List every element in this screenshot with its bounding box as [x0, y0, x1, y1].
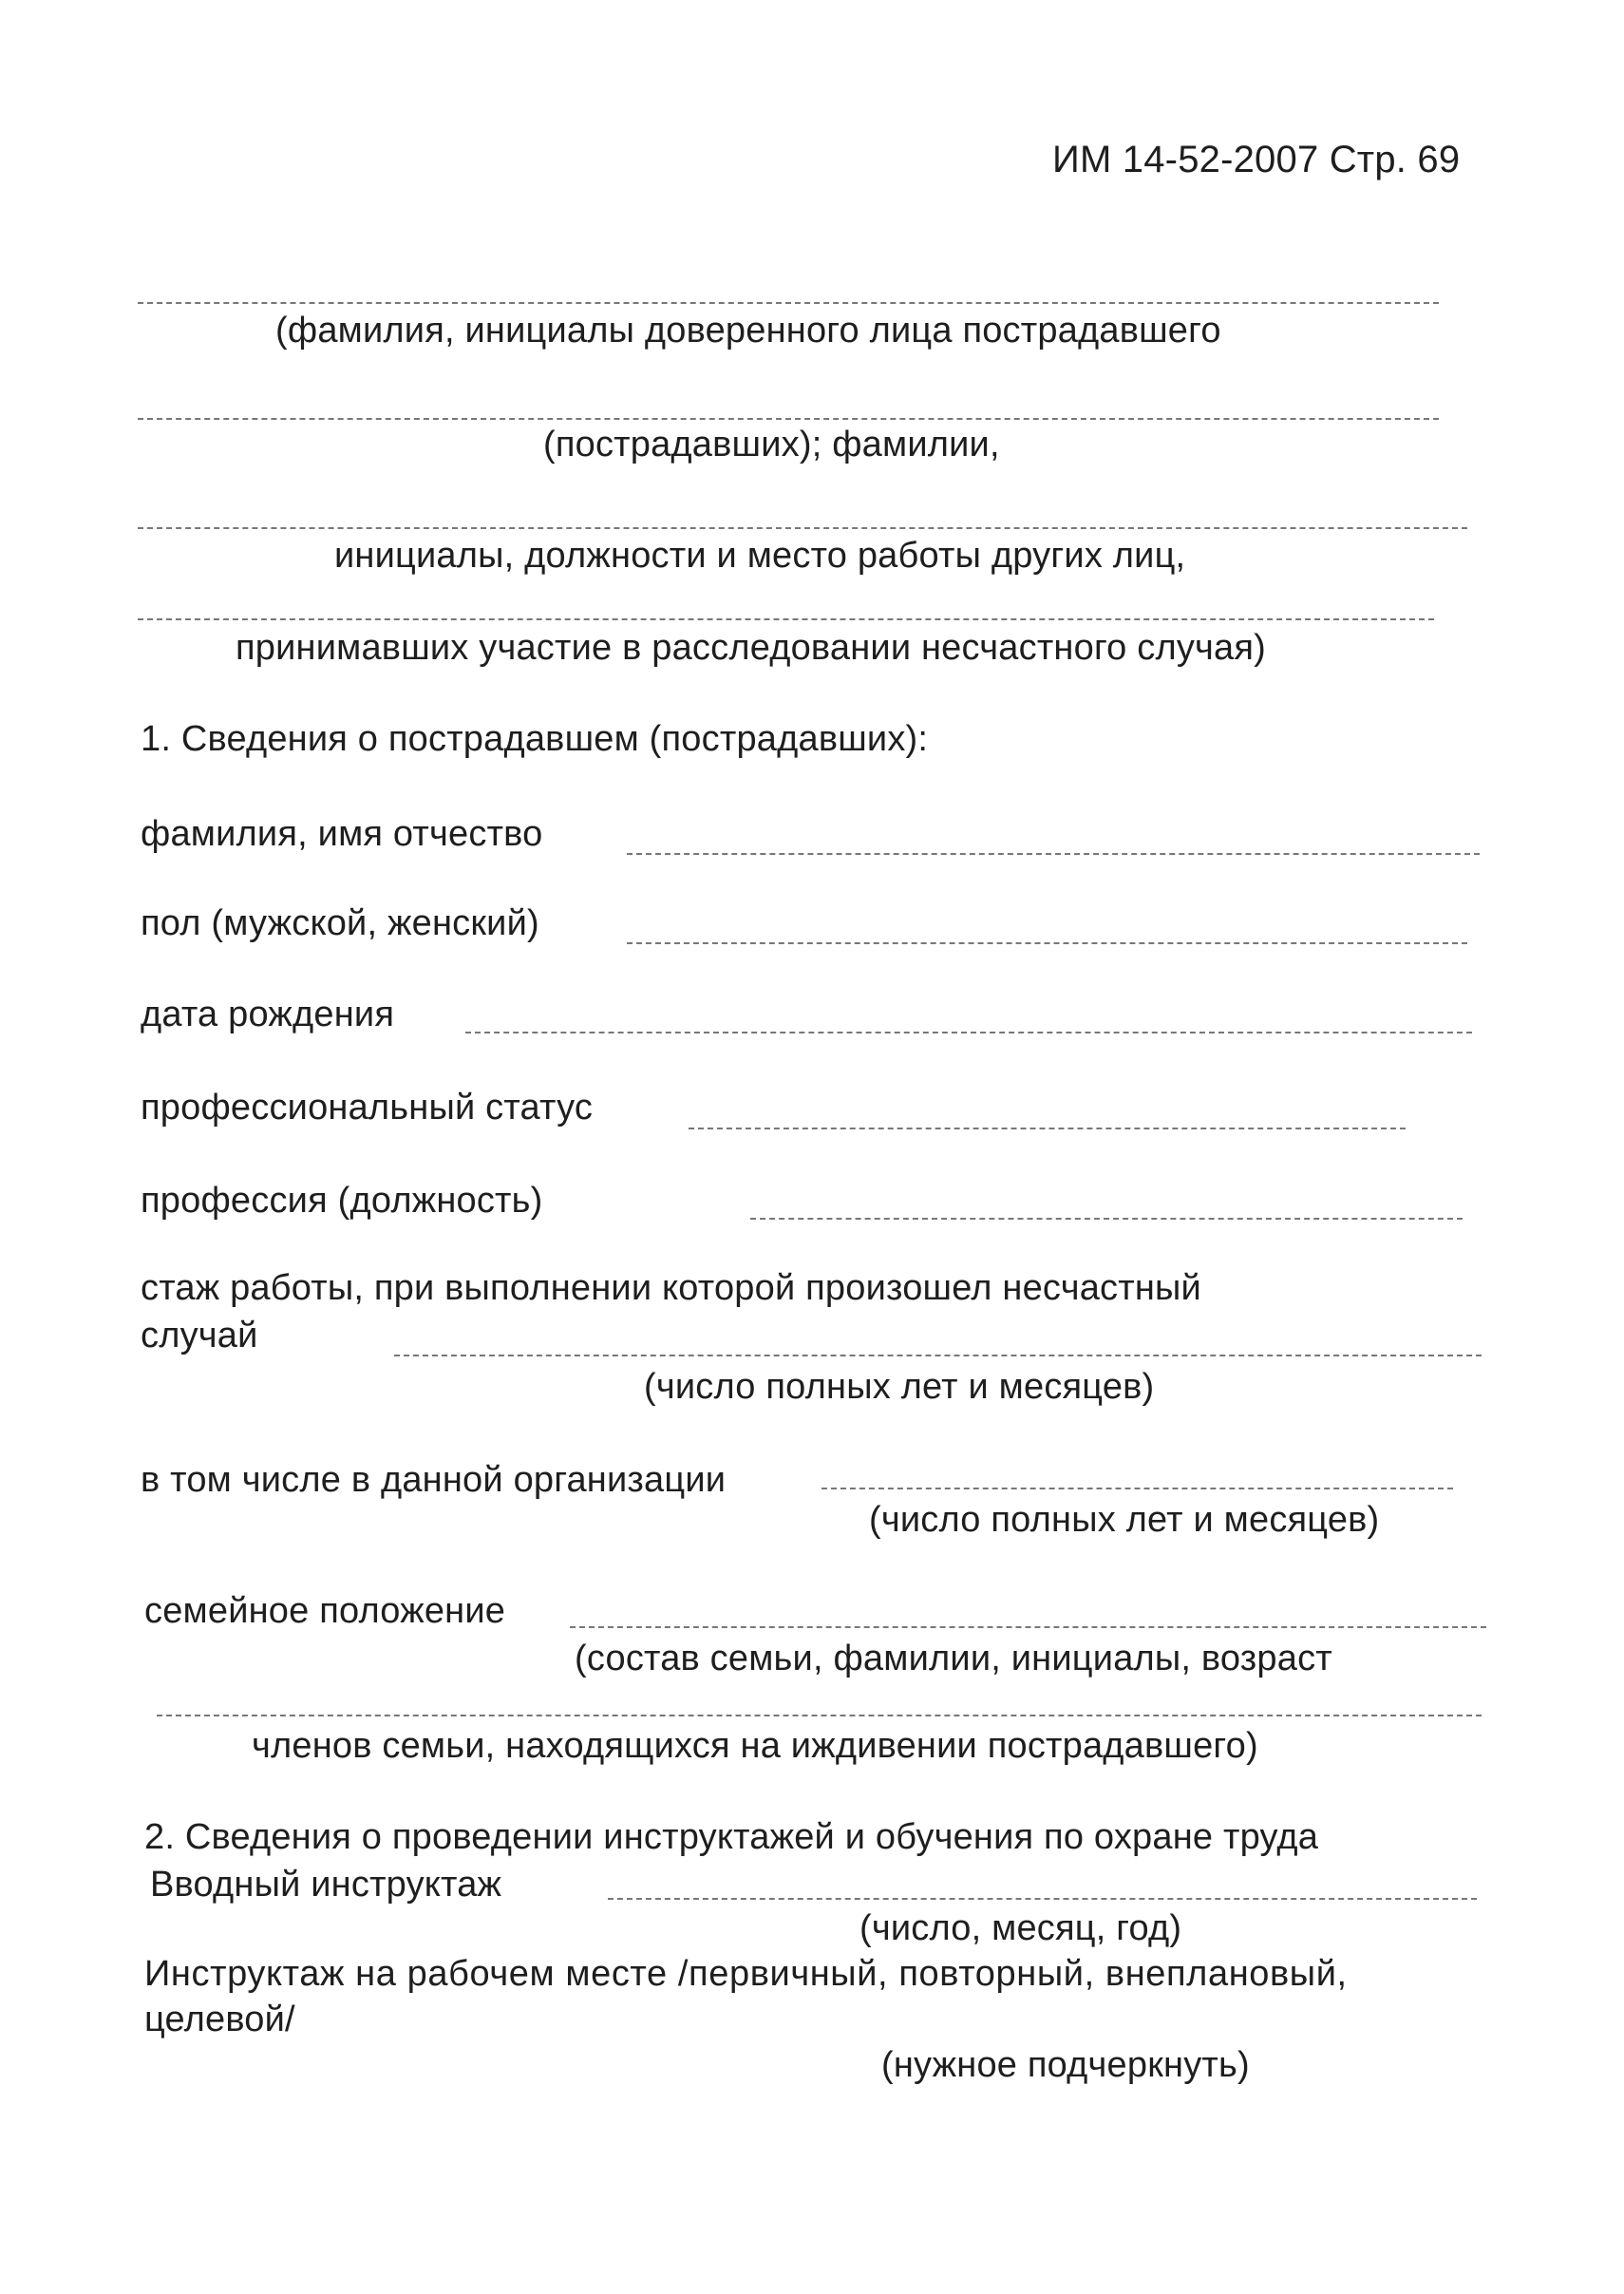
blank-line	[138, 302, 1439, 304]
org-experience-blank	[821, 1488, 1453, 1489]
family-status-label: семейное положение	[144, 1591, 506, 1631]
intro-line-4: принимавших участие в расследовании несчастного случая)	[236, 628, 1267, 668]
professional-status-blank	[689, 1128, 1406, 1129]
family-blank-2	[157, 1715, 1482, 1716]
family-hint-1: (состав семьи, фамилии, инициалы, возраст	[575, 1639, 1332, 1678]
workplace-briefing-line-2: целевой/	[144, 2000, 295, 2039]
date-hint: (число, месяц, год)	[859, 1908, 1182, 1948]
sex-blank	[627, 942, 1467, 944]
experience-label-2: случай	[141, 1316, 258, 1356]
birth-date-label: дата рождения	[141, 995, 395, 1034]
blank-line	[138, 418, 1439, 420]
section-2-heading: 2. Сведения о проведении инструктажей и обучения по охране труда	[144, 1817, 1319, 1857]
blank-line	[138, 527, 1467, 529]
professional-status-label: профессиональный статус	[141, 1088, 594, 1128]
experience-blank	[394, 1355, 1482, 1356]
intro-line-3: инициалы, должности и место работы других лиц,	[334, 536, 1186, 576]
family-hint-2: членов семьи, находящихся на иждивении пострадавшего)	[252, 1726, 1258, 1766]
profession-label: профессия (должность)	[141, 1181, 543, 1221]
birth-date-blank	[465, 1032, 1472, 1033]
intro-briefing-label: Вводный инструктаж	[150, 1865, 502, 1905]
intro-line-2: (пострадавших); фамилии,	[543, 425, 1000, 464]
blank-line	[138, 618, 1434, 620]
intro-line-1: (фамилия, инициалы доверенного лица пострадавшего	[275, 311, 1221, 351]
workplace-briefing-line-1: Инструктаж на рабочем месте /первичный, повторный, внеплановый,	[144, 1954, 1348, 1994]
experience-hint: (число полных лет и месяцев)	[644, 1367, 1155, 1407]
document-reference: ИМ 14-52-2007 Стр. 69	[1052, 139, 1461, 180]
fio-blank	[627, 853, 1480, 855]
sex-label: пол (мужской, женский)	[141, 903, 539, 943]
section-1-heading: 1. Сведения о пострадавшем (пострадавших):	[141, 719, 929, 759]
profession-blank	[750, 1218, 1463, 1220]
org-experience-label: в том числе в данной организации	[141, 1460, 727, 1500]
underline-hint: (нужное подчеркнуть)	[881, 2045, 1250, 2085]
intro-briefing-blank	[608, 1898, 1477, 1900]
fio-label: фамилия, имя отчество	[141, 814, 543, 854]
experience-label-1: стаж работы, при выполнении которой произошел несчастный	[141, 1268, 1201, 1308]
org-experience-hint: (число полных лет и месяцев)	[869, 1500, 1380, 1540]
family-status-blank	[570, 1626, 1486, 1628]
